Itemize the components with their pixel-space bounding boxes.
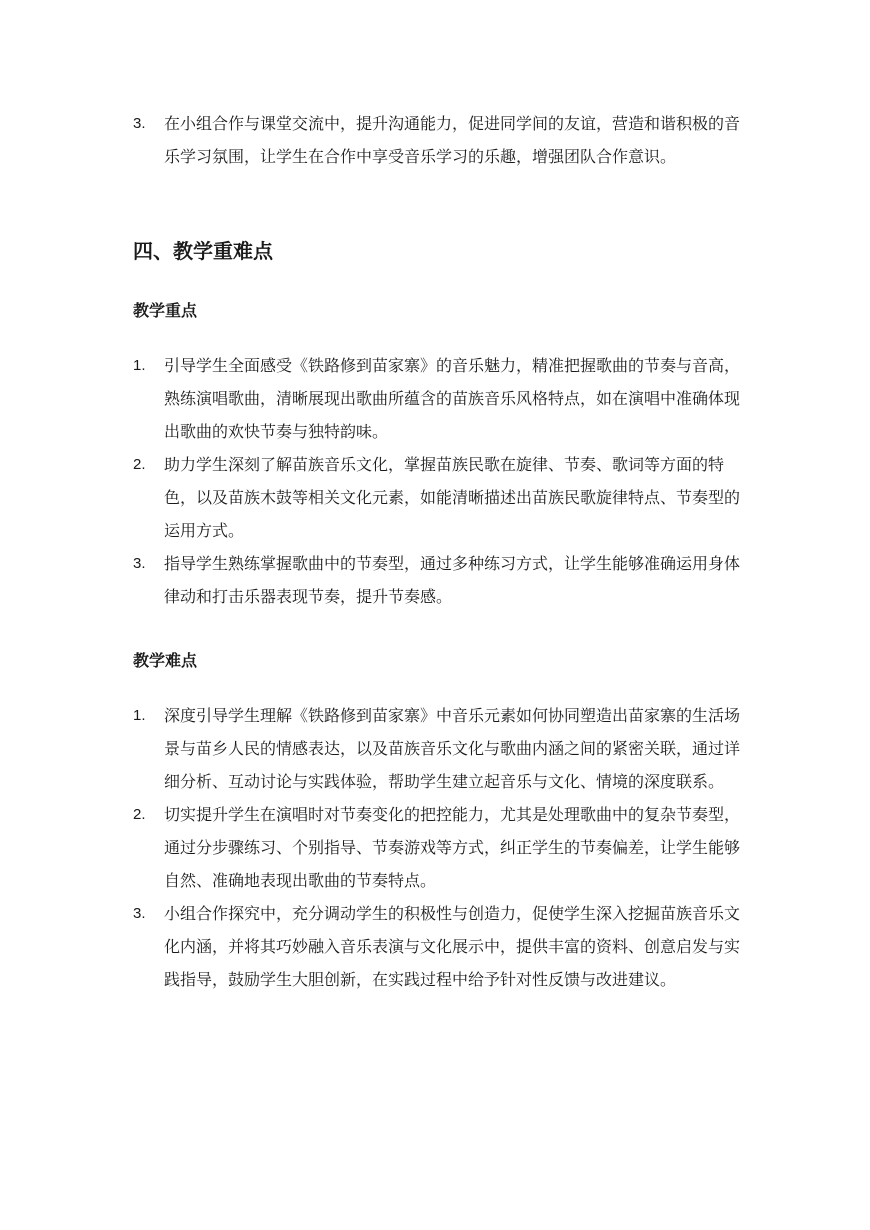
difficult-points-heading: 教学难点 [133, 651, 198, 670]
list-text: 在小组合作与课堂交流中，提升沟通能力，促进同学间的友谊，营造和谐积极的音乐学习氛围，让学生在合作中享受音乐学习的乐趣，增强团队合作意识。 [164, 114, 741, 166]
difficult-points-list [0, 699, 870, 996]
list-text: 小组合作探究中，充分调动学生的积极性与创造力，促使学生深入挖掘苗族音乐文化内涵，并将其巧妙融入音乐表演与文化展示中，提供丰富的资料、创意启发与实践指导，鼓励学生大胆创新，在实践过程中给予针对性反馈与改进建议。 [164, 904, 741, 989]
list-number: 3. [133, 115, 146, 132]
section-title: 四、教学重难点 [133, 239, 273, 263]
list-text: 助力学生深刻了解苗族音乐文化，掌握苗族民歌在旋律、节奏、歌词等方面的特色，以及苗族木鼓等相关文化元素，如能清晰描述出苗族民歌旋律特点、节奏型的运用方式。 [164, 455, 741, 540]
list-item [133, 349, 740, 448]
list-text: 深度引导学生理解《铁路修到苗家寨》中音乐元素如何协同塑造出苗家寨的生活场景与苗乡人民的情感表达，以及苗族音乐文化与歌曲内涵之间的紧密关联，通过详细分析、互动讨论与实践体验，帮助学生建立起音乐与文化、情境的深度联系。 [164, 706, 741, 791]
list-text: 引导学生全面感受《铁路修到苗家寨》的音乐魅力，精准把握歌曲的节奏与音高，熟练演唱歌曲，清晰展现出歌曲所蕴含的苗族音乐风格特点，如在演唱中准确体现出歌曲的欢快节奏与独特韵味。 [164, 356, 741, 441]
list-number: 2. [133, 806, 146, 823]
list-item [133, 897, 740, 996]
list-number: 1. [133, 707, 146, 724]
list-number: 3. [133, 905, 146, 922]
list-number: 3. [133, 555, 146, 572]
list-item [133, 699, 740, 798]
key-points-list [0, 349, 870, 613]
list-item [133, 448, 740, 547]
list-text: 指导学生熟练掌握歌曲中的节奏型，通过多种练习方式，让学生能够准确运用身体律动和打击乐器表现节奏，提升节奏感。 [164, 554, 741, 606]
key-points-heading: 教学重点 [133, 301, 198, 320]
list-number: 2. [133, 456, 146, 473]
list-text: 切实提升学生在演唱时对节奏变化的把控能力，尤其是处理歌曲中的复杂节奏型，通过分步骤练习、个别指导、节奏游戏等方式，纠正学生的节奏偏差，让学生能够自然、准确地表现出歌曲的节奏特点。 [164, 805, 741, 890]
list-item [133, 798, 740, 897]
list-item [133, 107, 740, 173]
list-item [133, 547, 740, 613]
list-number: 1. [133, 357, 146, 374]
intro-list [0, 107, 870, 173]
